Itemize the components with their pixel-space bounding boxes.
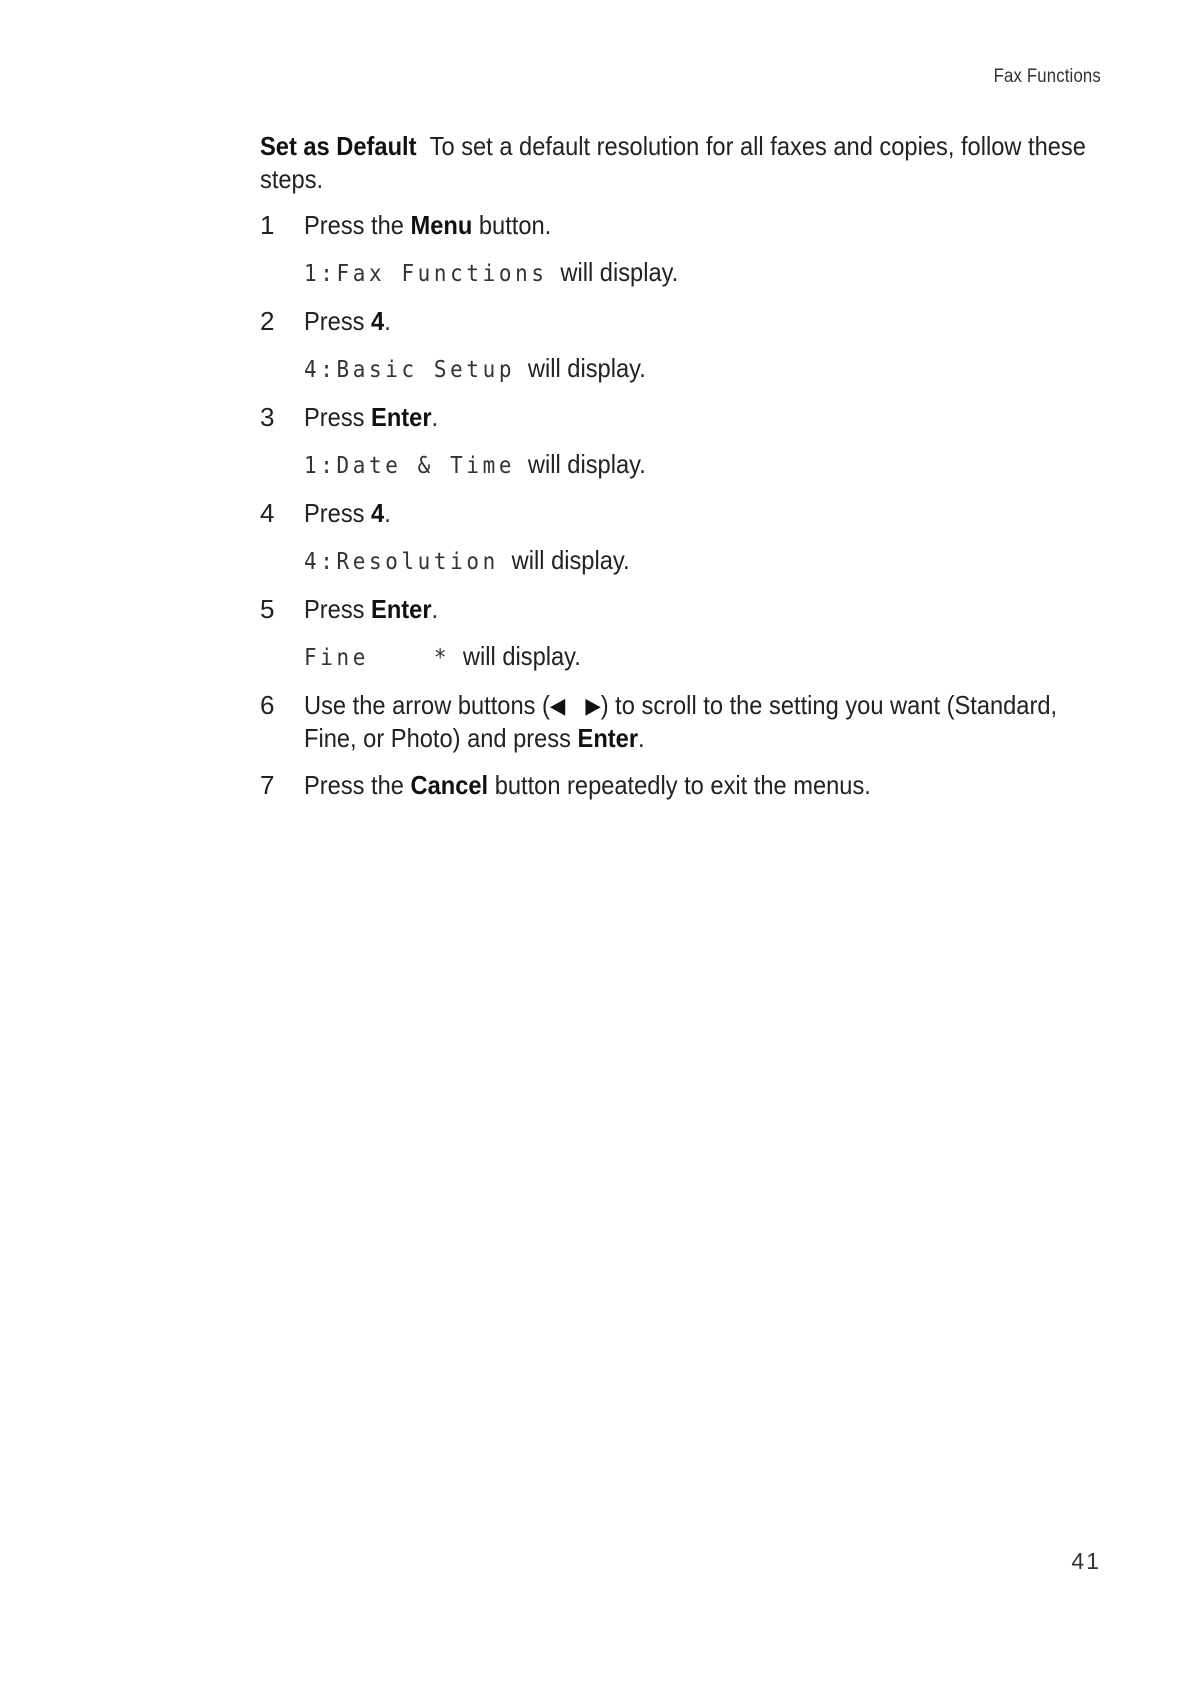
display-readout: 1:Date & Time will display.: [304, 449, 646, 479]
step-instruction: Press the Menu button.: [304, 210, 552, 240]
step-instruction: Press 4.: [304, 306, 391, 336]
step-number: 6: [260, 690, 275, 720]
intro-paragraph: [260, 130, 1101, 196]
running-header: Fax Functions: [993, 66, 1101, 87]
display-readout: Fine * will display.: [304, 641, 581, 671]
step-3: [260, 401, 1100, 483]
intro-text: To set a default resolution for all faxes and copies, follow these steps.: [260, 131, 1086, 194]
step-instruction: Use the arrow buttons (◀ ▶) to scroll to the setting you want (Standard, Fine, or Photo) and press Enter.: [304, 690, 1058, 753]
lcd-text: 4:Resolution: [304, 549, 499, 575]
document-body: [260, 130, 1100, 802]
key-name: Enter: [371, 402, 432, 432]
key-name: 4: [371, 306, 385, 336]
lcd-text: 1:Date & Time: [304, 453, 516, 479]
lcd-text: 1:Fax Functions: [304, 261, 548, 287]
key-name: 4: [371, 498, 385, 528]
step-4: [260, 497, 1100, 579]
step-number: 5: [260, 594, 275, 624]
step-number: 7: [260, 770, 275, 800]
step-1: [260, 209, 1100, 291]
step-number: 2: [260, 306, 275, 336]
lcd-text: Fine *: [304, 645, 451, 671]
right-arrow-icon: ▶: [585, 693, 601, 718]
step-instruction: Press the Cancel button repeatedly to exit the menus.: [304, 770, 871, 800]
step-6: [260, 689, 1100, 755]
key-name: Enter: [371, 594, 432, 624]
display-readout: 1:Fax Functions will display.: [304, 257, 679, 287]
step-instruction: Press 4.: [304, 498, 391, 528]
step-number: 4: [260, 498, 275, 528]
section-term: Set as Default: [260, 131, 417, 161]
step-2: [260, 305, 1100, 387]
key-name: Cancel: [410, 770, 489, 800]
display-readout: 4:Basic Setup will display.: [304, 353, 646, 383]
step-7: [260, 769, 1100, 802]
left-arrow-icon: ◀: [549, 693, 566, 718]
step-5: [260, 593, 1100, 675]
key-name: Menu: [410, 210, 473, 240]
page-number: 41: [1071, 1548, 1101, 1574]
key-name: Enter: [577, 723, 639, 753]
step-instruction: Press Enter.: [304, 594, 439, 624]
display-readout: 4:Resolution will display.: [304, 545, 630, 575]
step-instruction: Press Enter.: [304, 402, 439, 432]
step-number: 3: [260, 402, 275, 432]
lcd-text: 4:Basic Setup: [304, 357, 516, 383]
step-number: 1: [260, 210, 275, 240]
